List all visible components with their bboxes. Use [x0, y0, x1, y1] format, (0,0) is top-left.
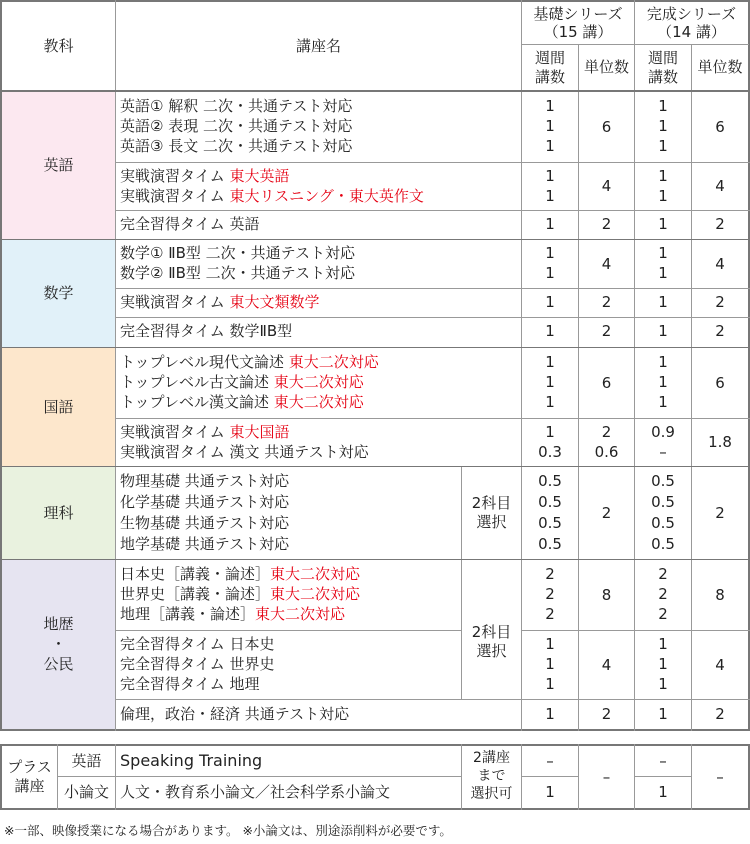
kiso-weekly: 1	[545, 655, 555, 673]
kansei-units: 6	[715, 117, 725, 136]
plus-subject-english: 英語	[71, 751, 102, 770]
kiso-weekly: 1	[545, 187, 555, 205]
subject-science: 理科	[43, 503, 74, 522]
kansei-weekly: 1	[658, 167, 668, 185]
kansei-units: 4	[715, 655, 725, 674]
subject-japanese: 国語	[43, 397, 74, 416]
kansei-units: 2	[715, 322, 725, 340]
plus-note-3: 選択可	[470, 786, 513, 802]
kiso-weekly: 0.3	[538, 443, 562, 461]
kiso-weekly: 1	[545, 635, 555, 653]
kansei-weekly: 0.5	[651, 535, 675, 553]
social-choice-note-1: 2科目	[471, 623, 512, 641]
kiso-weekly: 2	[545, 585, 555, 603]
subject-math: 数学	[43, 284, 74, 302]
kansei-units: 4	[715, 177, 725, 195]
kiso-units: 2	[601, 423, 612, 441]
subject-social-3: 公民	[43, 655, 74, 673]
plus-kiso-units: –	[602, 767, 611, 786]
course-japanese-3: トップレベル漢文論述 東大二次対応	[120, 393, 364, 411]
kiso-weekly: 1	[545, 215, 555, 233]
kiso-weekly: 1	[545, 322, 555, 340]
plus-kansei-weekly: –	[659, 751, 667, 770]
kiso-units: 6	[601, 117, 612, 136]
kansei-weekly: 1	[658, 293, 668, 311]
course-social-2: 世界史［講義・論述］東大二次対応	[120, 585, 361, 603]
footnote: ※一部、映像授業になる場合があります。 ※小論文は、別途添削料が必要です。	[4, 823, 452, 838]
kansei-weekly: 1	[658, 322, 668, 340]
kansei-series-count: （14 講）	[657, 23, 726, 41]
kiso-weekly: 1	[545, 423, 555, 441]
course-english-3: 英語③ 長文 二次・共通テスト対応	[120, 137, 353, 155]
kiso-units-label: 単位数	[583, 58, 629, 76]
plus-label-1: プラス	[7, 758, 52, 776]
kiso-weekly: 1	[545, 244, 555, 262]
kansei-units: 2	[715, 705, 725, 723]
science-choice-note-2: 選択	[476, 513, 507, 531]
kansei-weekly-label: 週間	[647, 49, 678, 67]
plus-kiso-weekly: 1	[545, 783, 555, 801]
plus-note-1: 2講座	[473, 750, 510, 766]
header-subject: 教科	[43, 36, 74, 55]
course-social-1: 日本史［講義・論述］東大二次対応	[120, 565, 361, 583]
course-japanese-1: トップレベル現代文論述 東大二次対応	[120, 353, 379, 371]
plus-kiso-weekly: –	[546, 751, 554, 770]
kiso-weekly: 0.5	[538, 472, 562, 490]
kiso-series-count: （15 講）	[543, 23, 613, 41]
kansei-units: 1.8	[708, 433, 732, 451]
course-social-3: 地理［講義・論述］東大二次対応	[120, 605, 346, 623]
course-math-2: 数学② ⅡB型 二次・共通テスト対応	[120, 264, 356, 282]
kansei-weekly: 1	[658, 353, 668, 371]
kiso-units: 2	[601, 293, 612, 311]
kansei-units: 8	[715, 585, 725, 604]
kiso-weekly: 1	[545, 293, 555, 311]
course-science-2: 化学基礎 共通テスト対応	[120, 493, 290, 511]
course-science-1: 物理基礎 共通テスト対応	[120, 472, 290, 490]
kansei-units-label: 単位数	[697, 58, 743, 76]
kansei-weekly: 0.5	[651, 514, 675, 532]
kansei-units: 2	[715, 215, 725, 233]
social-choice-note-2: 選択	[476, 642, 507, 660]
kansei-weekly: 0.5	[651, 472, 675, 490]
plus-label-2: 講座	[14, 777, 45, 795]
kiso-weekly-label: 週間	[534, 49, 565, 67]
kansei-weekly: 2	[658, 605, 668, 623]
kiso-weekly: 2	[545, 605, 555, 623]
kiso-units: 6	[601, 373, 612, 392]
kiso-series-title: 基礎シリーズ	[533, 5, 623, 23]
course-social-common-test: 倫理，政治・経済 共通テスト対応	[120, 705, 350, 723]
kansei-weekly: 1	[658, 187, 668, 205]
kiso-weekly: 1	[545, 264, 555, 282]
kiso-units: 4	[601, 655, 612, 674]
kiso-units: 2	[601, 322, 612, 340]
subject-social-2: ・	[50, 635, 66, 653]
course-math-1: 数学① ⅡB型 二次・共通テスト対応	[120, 244, 356, 262]
course-japanese-2: トップレベル古文論述 東大二次対応	[120, 373, 364, 391]
kansei-weekly: 1	[658, 675, 668, 693]
kansei-series-title: 完成シリーズ	[646, 5, 737, 23]
kiso-weekly: 0.5	[538, 535, 562, 553]
course-japanese-practice-2: 実戦演習タイム 漢文 共通テスト対応	[120, 443, 369, 461]
kansei-units: 4	[715, 254, 725, 273]
subject-english: 英語	[43, 156, 74, 174]
plus-note-2: まで	[477, 768, 506, 784]
kansei-weekly: 1	[658, 373, 668, 391]
kansei-weekly: 2	[658, 585, 668, 603]
course-math-mastery: 完全習得タイム 数学ⅡB型	[120, 322, 293, 340]
course-english-mastery: 完全習得タイム 英語	[120, 215, 260, 233]
plus-kansei-weekly: 1	[658, 783, 668, 801]
kiso-weekly: 1	[545, 117, 555, 135]
kansei-weekly: 1	[658, 117, 668, 135]
course-japanese-practice-1: 実戦演習タイム 東大国語	[120, 423, 290, 441]
kansei-weekly-label-2: 講数	[647, 68, 678, 86]
kiso-units: 4	[601, 254, 612, 273]
kansei-units: 6	[715, 373, 725, 392]
kansei-weekly: 1	[658, 705, 668, 723]
kansei-units: 2	[715, 293, 725, 311]
kansei-weekly: 1	[658, 137, 668, 155]
kiso-units: 4	[601, 177, 612, 195]
kiso-units: 0.6	[594, 443, 619, 461]
course-english-practice-1: 実戦演習タイム 東大英語	[120, 167, 290, 185]
kiso-weekly: 1	[545, 705, 555, 723]
kansei-weekly: 1	[658, 655, 668, 673]
kiso-units: 2	[601, 503, 612, 522]
course-social-mastery-2: 完全習得タイム 世界史	[120, 655, 275, 673]
course-social-mastery-1: 完全習得タイム 日本史	[120, 635, 275, 653]
kiso-units: 8	[601, 585, 612, 604]
header-course-name: 講座名	[295, 36, 341, 55]
kansei-weekly: 1	[658, 393, 668, 411]
kansei-weekly: 1	[658, 635, 668, 653]
kansei-weekly: 1	[658, 244, 668, 262]
kiso-weekly: 1	[545, 393, 555, 411]
kansei-units: 2	[715, 503, 725, 522]
course-english-practice-2: 実戦演習タイム 東大リスニング・東大英作文	[120, 187, 424, 205]
kiso-weekly-label-2: 講数	[534, 68, 565, 86]
kansei-weekly: 1	[658, 215, 668, 233]
plus-kansei-units: –	[716, 767, 724, 786]
course-science-3: 生物基礎 共通テスト対応	[120, 514, 290, 532]
kansei-weekly: 2	[658, 565, 668, 583]
kiso-weekly: 0.5	[538, 514, 562, 532]
plus-course-speaking: Speaking Training	[120, 751, 263, 770]
course-social-mastery-3: 完全習得タイム 地理	[120, 675, 260, 693]
plus-subject-essay: 小論文	[63, 783, 109, 801]
course-english-1: 英語① 解釈 二次・共通テスト対応	[120, 97, 353, 115]
kiso-weekly: 1	[545, 167, 555, 185]
kansei-weekly: 1	[658, 97, 668, 115]
course-english-2: 英語② 表現 二次・共通テスト対応	[120, 117, 353, 135]
course-math-practice: 実戦演習タイム 東大文類数学	[120, 293, 320, 311]
kiso-weekly: 1	[545, 97, 555, 115]
kiso-units: 2	[601, 215, 612, 233]
kiso-weekly: 1	[545, 353, 555, 371]
kiso-weekly: 2	[545, 565, 555, 583]
kiso-units: 2	[601, 705, 612, 723]
course-science-4: 地学基礎 共通テスト対応	[120, 535, 290, 553]
kansei-weekly: 0.5	[651, 493, 675, 511]
kiso-weekly: 0.5	[538, 493, 562, 511]
subject-social-1: 地歴	[43, 615, 74, 633]
kiso-weekly: 1	[545, 137, 555, 155]
kansei-weekly: 0.9	[651, 423, 675, 441]
kansei-weekly: 1	[658, 264, 668, 282]
kansei-weekly: –	[659, 443, 667, 461]
science-choice-note-1: 2科目	[471, 494, 512, 512]
kiso-weekly: 1	[545, 373, 555, 391]
kiso-weekly: 1	[545, 675, 555, 693]
plus-course-essay: 人文・教育系小論文／社会科学系小論文	[120, 783, 391, 801]
